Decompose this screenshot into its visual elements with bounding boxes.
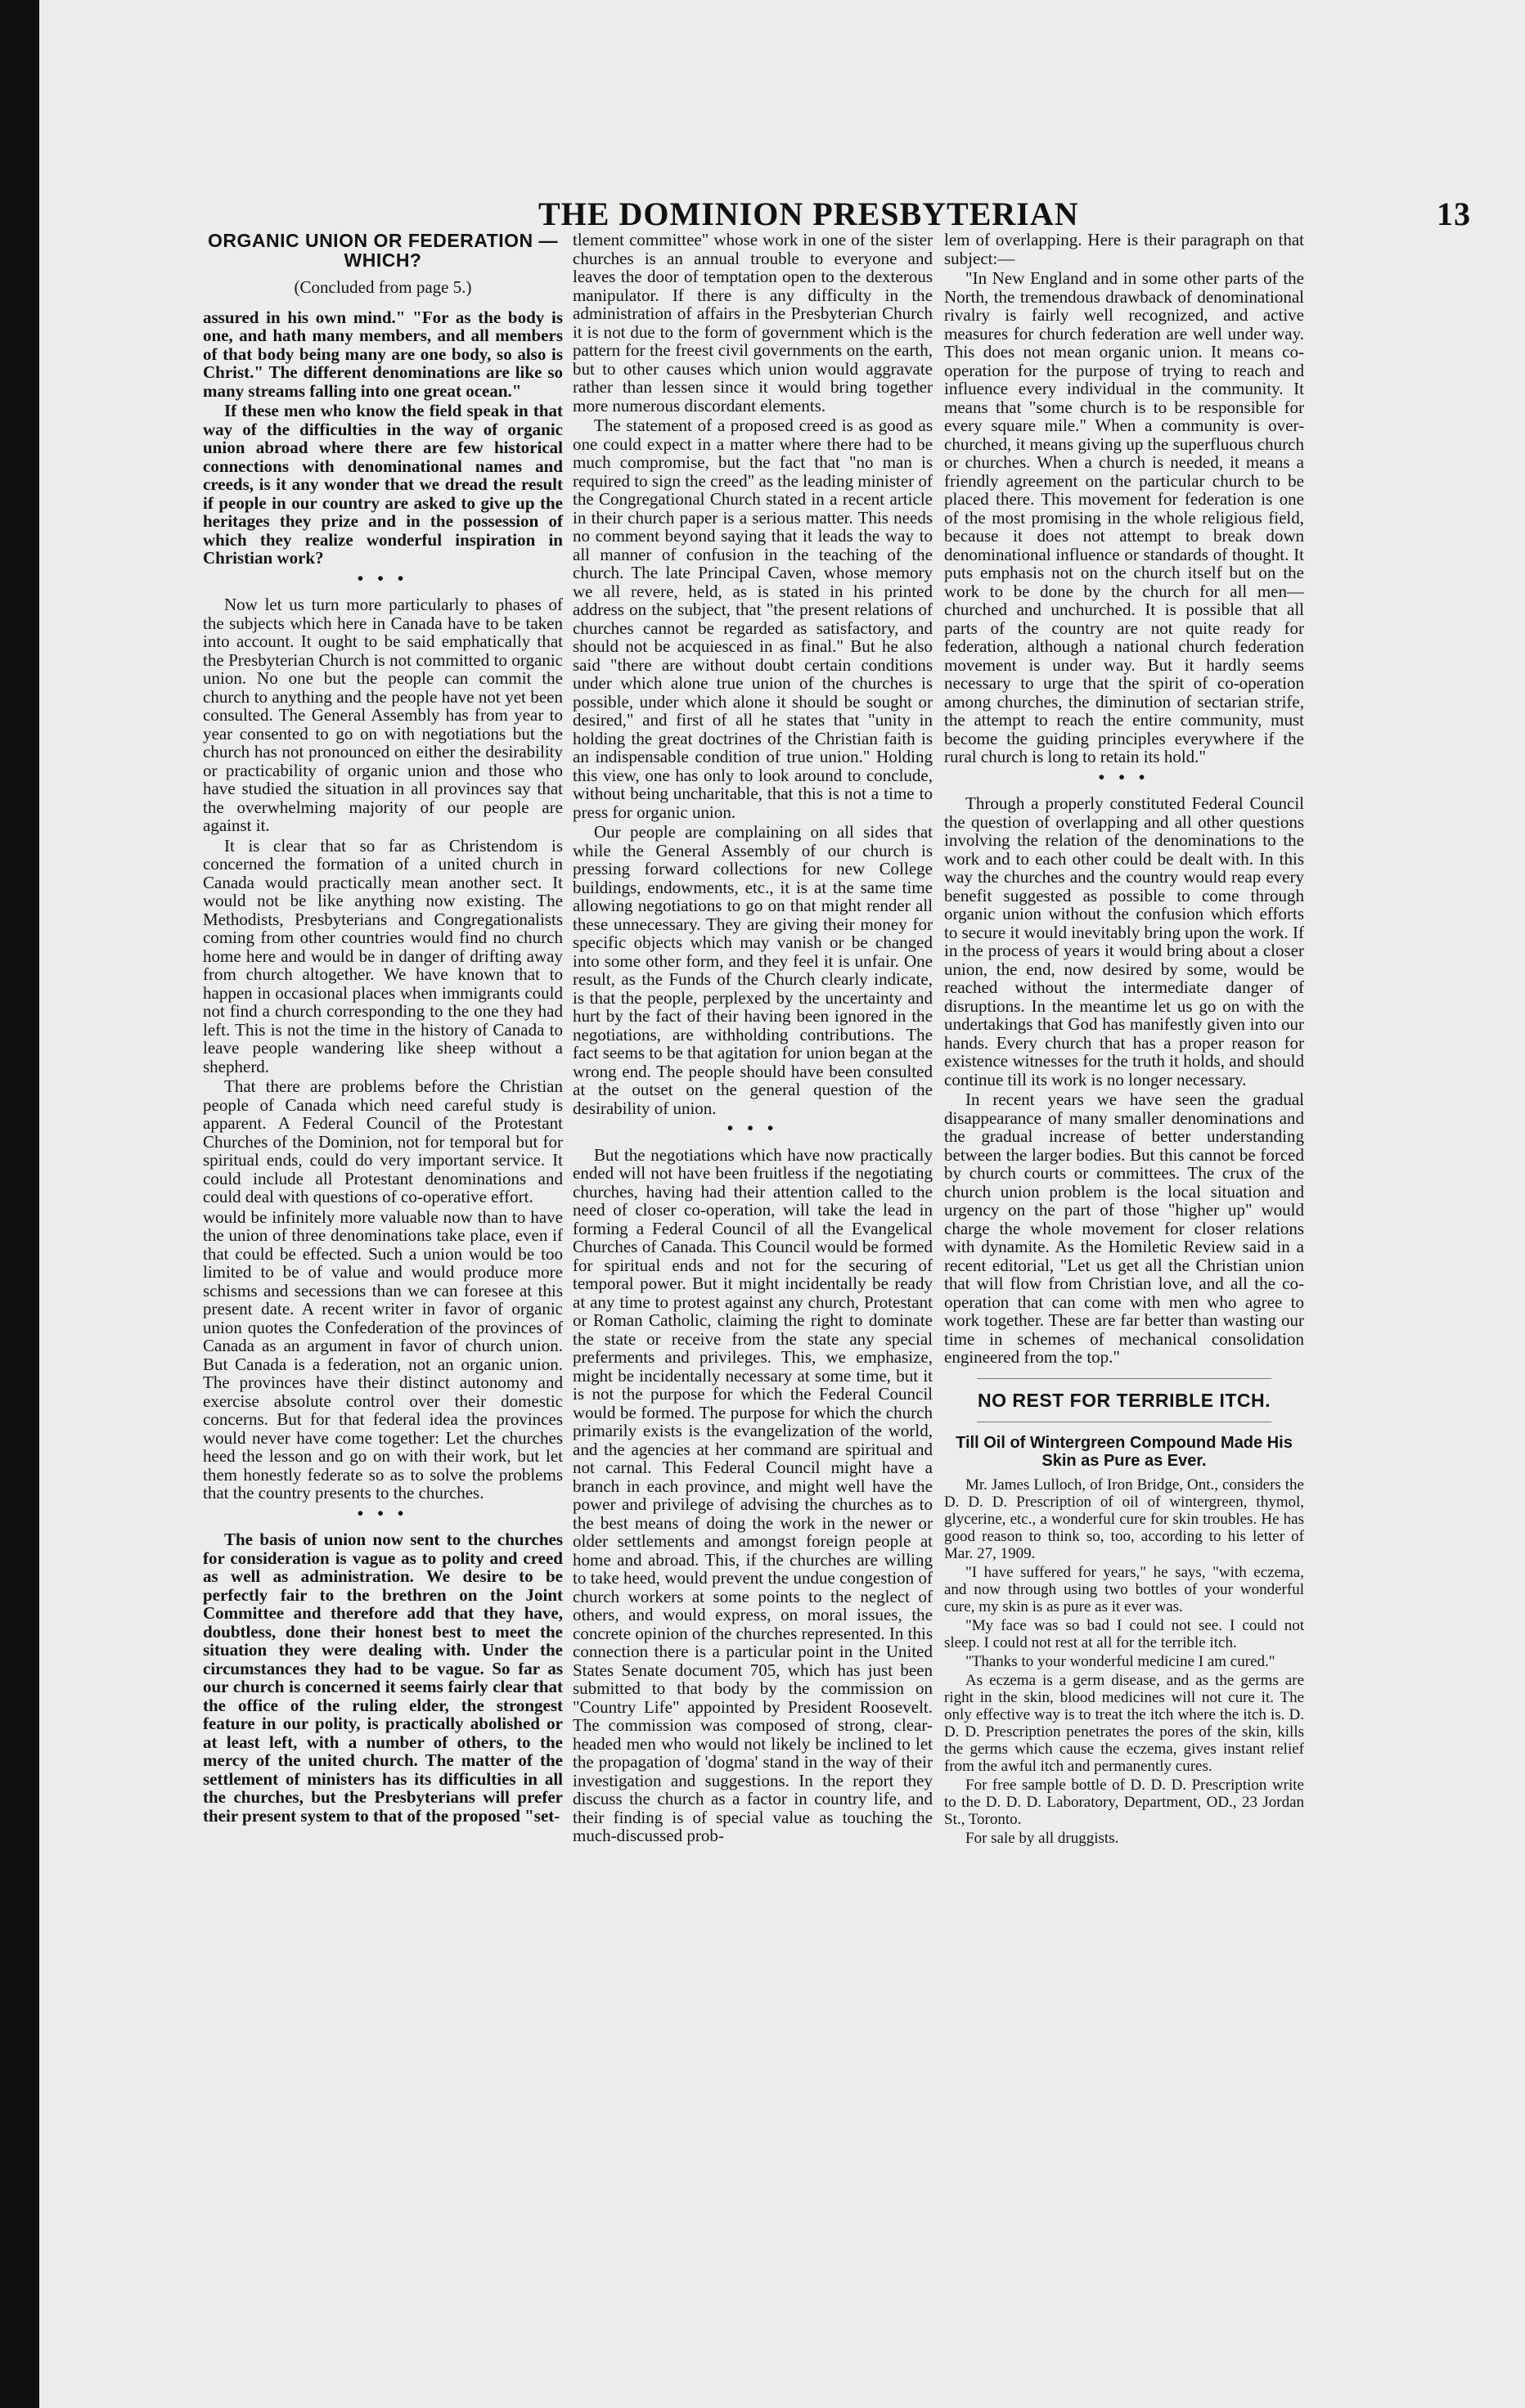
divider (977, 1378, 1271, 1379)
scan-gutter (0, 0, 39, 2408)
section-separator: • • • (1098, 766, 1150, 787)
paragraph: "My face was so bad I could not see. I could not sleep. I could not rest at all for the terrible itch. (944, 1616, 1304, 1651)
paragraph: As eczema is a germ disease, and as the germs are right in the skin, blood medicines will not cure it. The only effective way is to treat the itch where the itch is. D. D. D. Prescription penetrates the pores of the skin, kills the germs which cause the eczema, gives instant relief from the awful itch and permanently cures. (944, 1671, 1304, 1775)
paragraph: would be infinitely more valuable now than to have the union of three denominations take place, even if that could be effected. Such a union would be too limited to be of value and would produce more schisms and secessions than we can foresee at this present date. A recent writer in favor of organic union quotes the Confederation of the provinces of Canada as an argument in favor of church union. But Canada is a federation, not an organic union. The provinces have their distinct autonomy and exercise absolute control over their domestic concerns. But for that federal idea the provinces would never have come together: Let the churches heed the lesson and go on with their work, but let them honestly federate so as to solve the problems that the country presents to the churches. (203, 1206, 563, 1503)
paragraph: tlement committee" whose work in one of the sister churches is an annual trouble to everyone and leaves the door of temptation open to the dexterous manipulator. If there is any difficulty in the administration of affairs in the Presbyterian Church it is not due to the form of government which is the pattern for the freest civil governments on the earth, but to other causes which union would aggravate rather than lessen since it would bring together more numerous discordant elements. (573, 230, 933, 416)
paragraph: But the negotiations which have now practically ended will not have been fruitless if the negotiating churches, having had their attention called to the need of closer co-operation, will take the lead in forming a Federal Council of all the Evangelical Churches of Canada. This Council would be formed for spiritual ends and not for the securing of temporal power. But it might incidentally be ready at any time to protest against any church, Protestant or Roman Catholic, claiming the right to dominate the state or receive from the state any special preferments and privileges. This, we emphasize, might be incidentally necessary at some time, but it is not the purpose for which the Federal Council would be formed. The purpose for which the church primarily exists is the evangelization of the world, and the agencies at her command are spiritual and not carnal. This Federal Council might have a branch in each province, and might well have the power and privilege of advising the churches as to the best means of doing the work in the newer or older settlements and amongst foreign people at home and abroad. This, if the churches are willing to take heed, would prevent the undue congestion of church workers at some points to the neglect of others, and would express, on moral issues, the concrete opinion of the churches represented. In this connection there is a particular point in the United States Senate document 705, which has just been submitted to that body by the commission on "Country Life" appointed by President Roosevelt. The commission was composed of strong, clear-headed men who would not likely be inclined to let the propagation of 'dogma' stand in the way of their investigation and suggestions. In the report they discuss the church as a factor in country life, and their finding is of special value as touching the much-discussed prob- (573, 1144, 933, 1845)
ad-body (944, 1476, 1304, 1847)
column-3 (944, 231, 1304, 1849)
paragraph: lem of overlapping. Here is their paragraph on that subject:— (944, 230, 1304, 268)
paragraph: It is clear that so far as Christendom is concerned the formation of a united church in Canada would practically mean another sect. It would not be like anything now existing. The Methodists, Presbyterians and Congregationalists coming from other countries would find no church home here and would be in danger of drifting away from church altogether. We have known that to happen in occasional places when immigrants could not find a church corresponding to the one they had left. This is not the time in the history of Canada to leave people wandering like sheep without a shepherd. (203, 835, 563, 1076)
paragraph: assured in his own mind." "For as the body is one, and hath many members, and all members of that body being many are one body, so also is Christ." The different denominations are like so many streams falling into one great ocean." (203, 307, 563, 401)
paragraph: That there are problems before the Christian people of Canada which need careful study is apparent. A Federal Council of the Protestant Churches of the Dominion, not for temporal but for spiritual ends, could do very important service. It could include all Protestant denominations and could deal with questions of co-operative effort. (203, 1076, 563, 1206)
paragraph: In recent years we have seen the gradual disappearance of many smaller denominations and the gradual increase of better understanding between the larger bodies. But this cannot be forced by church courts or committees. The crux of the church union problem is the local situation and urgency on the part of those "higher up" would charge the whole movement for closer relations with dynamite. As the Homiletic Review said in a recent editorial, "Let us get all the Christian union that will flow from Christian love, and all the co-operation that can come with men who agree to work together. These are far better than wasting our time in schemes of mechanical consolidation engineered from the top." (944, 1089, 1304, 1367)
section-separator: • • • (727, 1118, 779, 1138)
ad-title: NO REST FOR TERRIBLE ITCH. (978, 1389, 1271, 1411)
page-number: 13 (1437, 195, 1471, 232)
paragraph: The statement of a proposed creed is as good as one could expect in a matter where there had to be much compromise, but the fact that "no man is required to sign the creed" as the leading minister of the Congregational Church stated in a recent article in their church paper is a serious matter. This needs no comment beyond saying that it leads the way to all manner of confusion in the teaching of the church. The late Principal Caven, whose memory we all revere, held, as is stated in his printed address on the subject, that "the present relations of churches cannot be regarded as satisfactory, and should not be acquiesced in as final." But he also said "there are without doubt certain conditions under which alone true union of the churches is possible, under which alone it should be sought or desired," and first of all he states that "unity in holding the great doctrines of the Christian faith is an indispensable condition of true union." Holding this view, one has only to look around to conclude, without being uncharitable, that this is not a time to press for organic union. (573, 416, 933, 822)
column-1 (203, 231, 563, 1826)
paragraph: Our people are complaining on all sides that while the General Assembly of our church is pressing forward collections for new College buildings, endowments, etc., it is at the same time allowing negotiations to go on that might render all these unnecessary. They are giving their money for specific objects which may vanish or be changed into some other form, and they feel it is unfair. One result, as the Funds of the Church clearly indicate, is that the people, perplexed by the uncertainty and hurt by the fact of their having been ignored in the negotiations, are withholding contributions. The fact seems to be that agitation for union began at the wrong end. The people should have been consulted at the outset on the general question of the desirability of union. (573, 822, 933, 1118)
paragraph: Through a properly constituted Federal Council the question of overlapping and all other questions involving the relation of the denominations to the work and to each other could be dealt with. In this way the churches and the country would reap every benefit suggested as possible to come through organic union without the confusion which efforts to secure it would inevitably bring upon the work. If in the process of years it would bring about a closer union, the end, now desired by some, would be reached without the intermediate danger of disruptions. In the meantime let us go on with the undertakings that God has manifestly given into our hands. Every church that has a proper reason for existence witnesses for the truth it holds, and should continue till its work is no longer necessary. (944, 793, 1304, 1089)
paragraph: "Thanks to your wonderful medicine I am cured." (965, 1652, 1275, 1670)
paragraph: For sale by all druggists. (965, 1829, 1119, 1847)
publication-title: THE DOMINION PRESBYTERIAN (538, 195, 1079, 232)
section-separator: • • • (357, 1503, 409, 1523)
article-subtitle: (Concluded from page 5.) (294, 277, 472, 297)
paragraph: Mr. James Lulloch, of Iron Bridge, Ont., considers the D. D. D. Prescription of oil of wintergreen, thymol, glycerine, etc., a wonderful cure for skin troubles. He has good reason to think so, too, according to his letter of Mar. 27, 1909. (944, 1476, 1304, 1562)
paragraph: For free sample bottle of D. D. D. Prescription write to the D. D. D. Laboratory, Department, OD., 23 Jordan St., Toronto. (944, 1776, 1304, 1828)
paragraph: Now let us turn more particularly to phases of the subjects which here in Canada have to be taken into account. It ought to be said emphatically that the Presbyterian Church is not committed to organic union. No one but the people can commit the church to anything and the people have not yet been consulted. The General Assembly has from year to year consented to go on with negotiations but the church has not pronounced on either the desirability or practicability of organic union and those who have studied the situation in all provinces say that the overwhelming majority of our people are against it. (203, 595, 563, 835)
paragraph: "I have suffered for years," he says, "with eczema, and now through using two bottles of your wonderful cure, my skin is as pure as it ever was. (944, 1563, 1304, 1615)
column-2 (573, 231, 933, 1847)
paragraph: If these men who know the field speak in that way of the difficulties in the way of organic union abroad where there are few historical connections with denominational names and creeds, is it any wonder that we dread the result if people in our country are asked to give up the heritages they prize and in the possession of which they realize wonderful inspiration in Christian work? (203, 401, 563, 568)
newspaper-page (39, 0, 1525, 2408)
ad-subtitle: Till Oil of Wintergreen Compound Made His Skin as Pure as Ever. (956, 1433, 1293, 1470)
paragraph: The basis of union now sent to the churches for consideration is vague as to polity and creed as well as administration. We desire to be perfectly fair to the brethren on the Joint Committee and therefore add that they have, doubtless, done their honest best to meet the situation they were dealing with. Under the circumstances they had to be vague. So far as our church is concerned it seems fairly clear that the office of the ruling elder, the strongest feature in our polity, is practically abolished or at least left, with a number of others, to the mercy of the united church. The matter of the settlement of ministers has its difficulties in all the churches, but the Presbyterians will prefer their present system to that of the proposed "set- (203, 1530, 563, 1826)
section-separator: • • • (357, 568, 409, 588)
paragraph: "In New England and in some other parts of the North, the tremendous drawback of denominational rivalry is fairly well recognized, and active measures for church federation are well under way. This does not mean organic union. It means co-operation for the purpose of trying to reach and influence every individual in the community. It means that "some church is to be responsible for every square mile." When a community is over-churched, it means giving up the superfluous church or churches. When a church is needed, it means a friendly agreement on the particular church to be placed there. This movement for federation is one of the most promising in the whole religious field, because it does not attempt to break down denominational influence or standards of thought. It puts emphasis not on the church itself but on the work to be done by the church for all men—churched and unchurched. It is possible that all parts of the country are not quite ready for federation, although a national church federation movement is under way. But it hardly seems necessary to urge that the spirit of co-operation among churches, the diminution of sectarian strife, the attempt to reach the entire community, must become the guiding principles everywhere if the rural church is long to retain its hold." (944, 268, 1304, 766)
article-title: ORGANIC UNION OR FEDERATION —WHICH? (207, 230, 559, 271)
